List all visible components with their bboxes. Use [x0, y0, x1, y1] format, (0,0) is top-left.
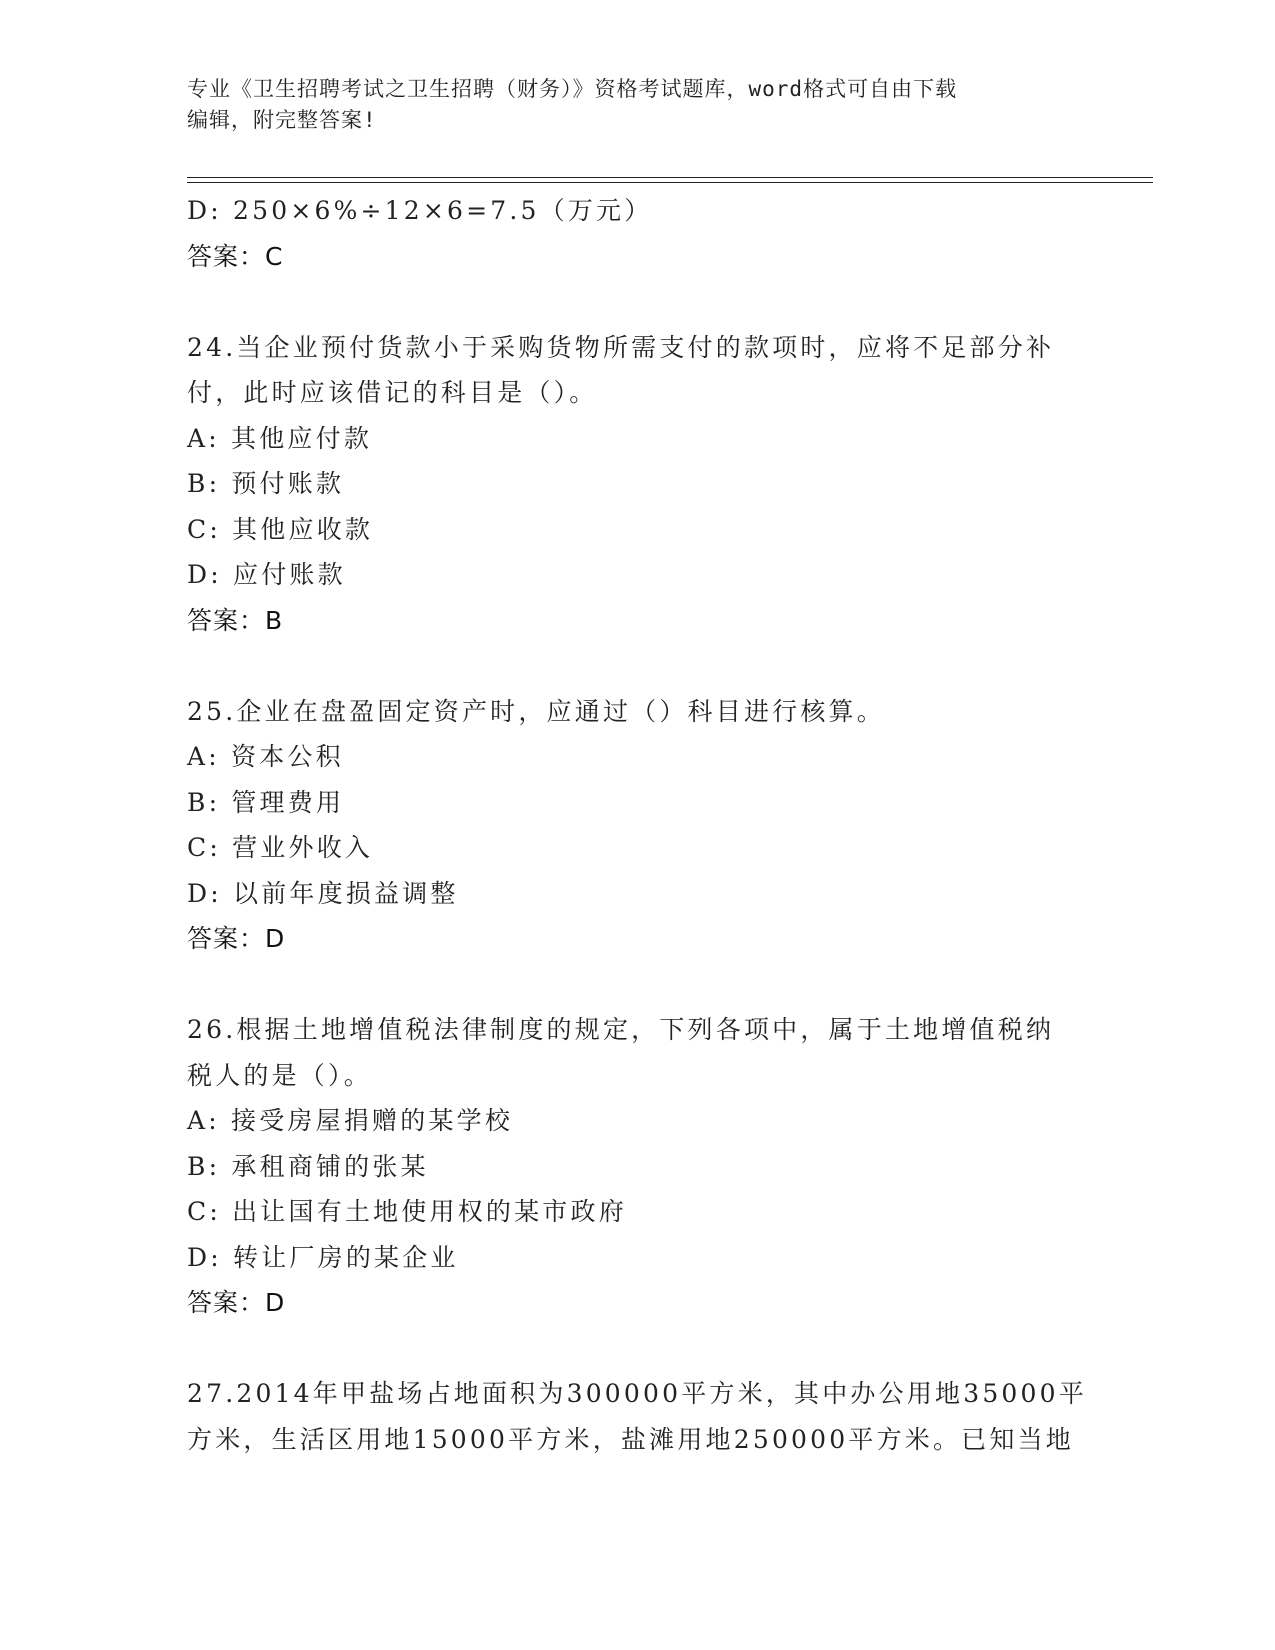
option-a: A: 其他应付款 [187, 423, 373, 453]
option-b: B: 预付账款 [187, 469, 345, 498]
spacer [187, 962, 1087, 1008]
option-d: D: 应付账款 [187, 560, 346, 589]
option-d: D: 转让厂房的某企业 [187, 1242, 459, 1272]
option-b: B: 管理费用 [187, 787, 345, 817]
option-b: B: 承租商铺的张某 [187, 1151, 429, 1181]
header-divider-bottom [187, 182, 1153, 183]
document-header [187, 74, 1087, 136]
answer: 答案：D [187, 924, 286, 953]
spacer [187, 643, 1087, 689]
question-content [187, 188, 1087, 1462]
option-c: C: 营业外收入 [187, 833, 374, 862]
option-a: A: 接受房屋捐赠的某学校 [187, 1106, 514, 1135]
option-d: D: 以前年度损益调整 [187, 878, 459, 908]
answer: 答案：B [187, 605, 284, 635]
question-stem-cont: 付，此时应该借记的科目是（）。 [187, 378, 598, 407]
header-line-1: 专业《卫生招聘考试之卫生招聘（财务）》资格考试题库，word格式可自由下载 [187, 77, 958, 101]
question-27 [187, 1371, 1087, 1462]
header-divider-top [187, 177, 1153, 178]
question-24 [187, 325, 1087, 644]
question-stem-cont: 税人的是（）。 [187, 1060, 372, 1090]
spacer [187, 1326, 1087, 1372]
option-c: C: 其他应收款 [187, 514, 374, 544]
option-a: A: 资本公积 [187, 742, 344, 771]
question-stem: 25.企业在盘盈固定资产时，应通过（）科目进行核算。 [187, 696, 885, 726]
question-26 [187, 1007, 1087, 1326]
question-25 [187, 689, 1087, 962]
prev-option-d: D: 250×6%÷12×6=7.5（万元） [187, 196, 653, 225]
header-line-2: 编辑，附完整答案! [187, 108, 377, 132]
question-stem: 27.2014年甲盐场占地面积为300000平方米，其中办公用地35000平 [187, 1379, 1087, 1408]
spacer [187, 279, 1087, 325]
answer: 答案：D [187, 1288, 286, 1317]
question-stem: 24.当企业预付货款小于采购货物所需支付的款项时，应将不足部分补 [187, 332, 1055, 362]
question-stem: 26.根据土地增值税法律制度的规定，下列各项中，属于土地增值税纳 [187, 1015, 1055, 1044]
question-stem-cont: 方米，生活区用地15000平方米，盐滩用地250000平方米。已知当地 [187, 1424, 1074, 1454]
option-c: C: 出让国有土地使用权的某市政府 [187, 1197, 627, 1226]
prev-answer: 答案：C [187, 241, 284, 271]
